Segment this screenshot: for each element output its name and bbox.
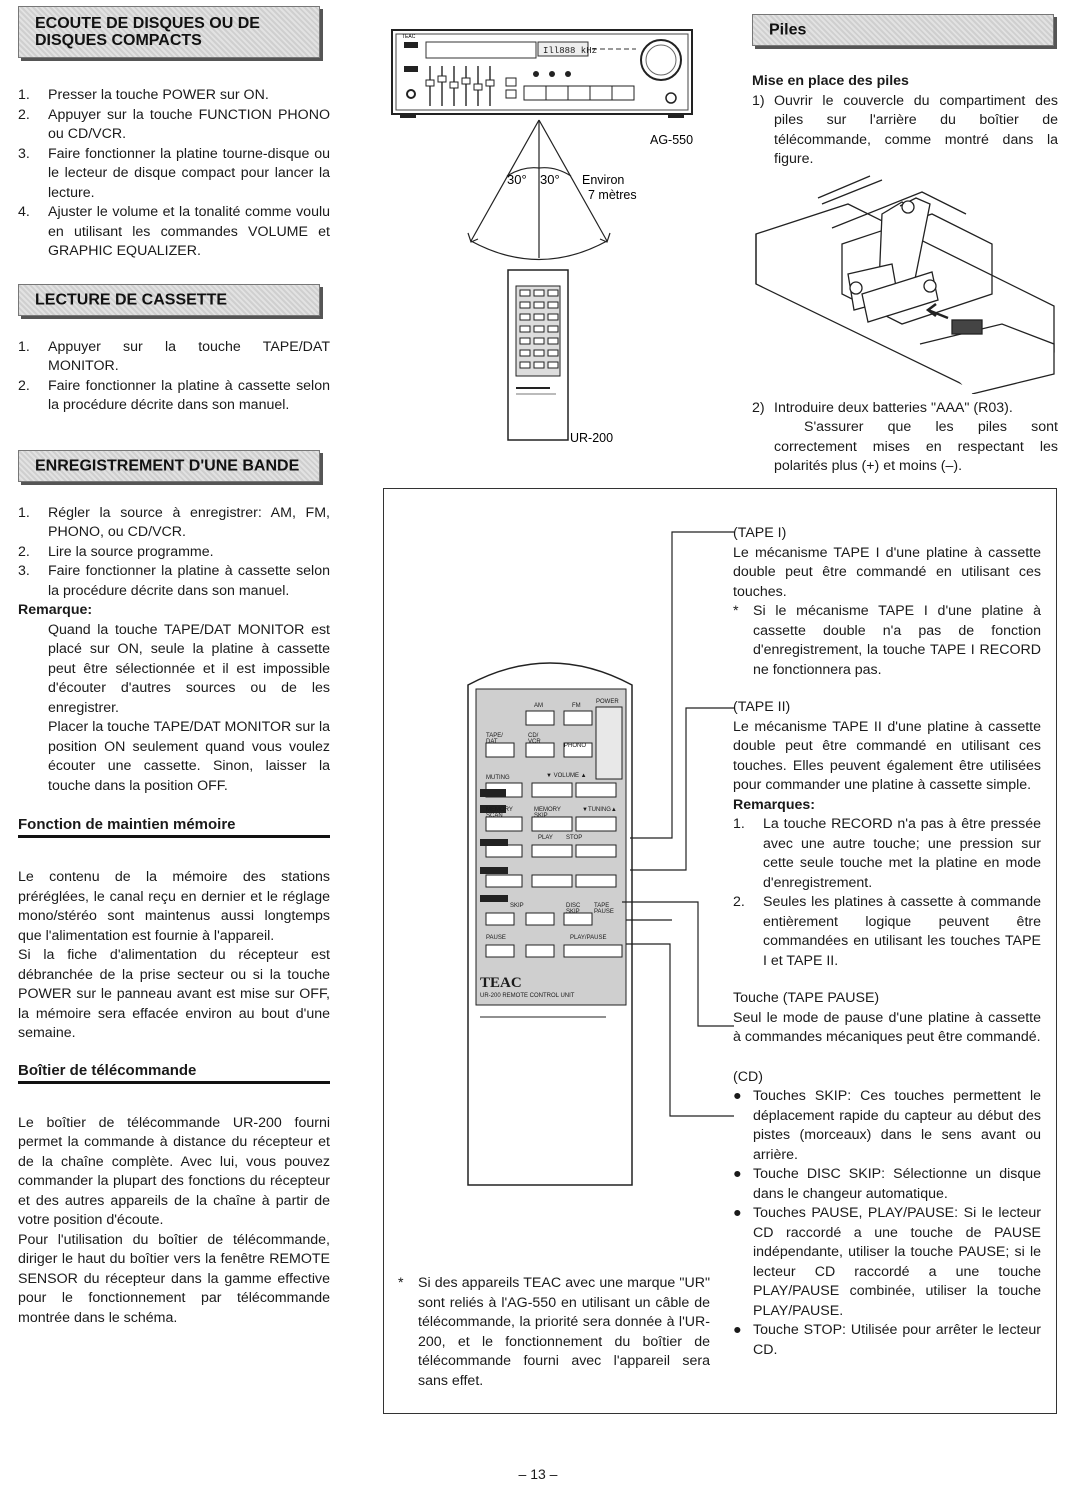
step-text xyxy=(774,399,1058,477)
step-item xyxy=(18,203,330,262)
step-item xyxy=(18,377,330,416)
section-title: ENREGISTREMENT D'UNE BANDE xyxy=(35,457,300,474)
callouts-column xyxy=(733,524,1041,1360)
angle-right: 30° xyxy=(540,172,560,187)
bullet-icon: ● xyxy=(733,1088,742,1104)
memoire-p2: Si la fiche d'alimentation du récepteur est débranchée de la prise secteur ou si la touche POWER sur le panneau avant est mise sur OFF, la mémoire sera effacée environ au bout d'une semaine. xyxy=(18,947,330,1041)
remote-btn-stop: STOP xyxy=(566,835,583,841)
section-header-cassette xyxy=(18,284,320,316)
step-number: 3. xyxy=(18,563,30,579)
cd-bullet-item xyxy=(733,1087,1041,1165)
remote-brand: TEAC xyxy=(480,975,522,991)
section-title: LECTURE DE CASSETTE xyxy=(35,291,228,308)
remote-btn-volume: ▼ VOLUME ▲ xyxy=(546,773,587,779)
tape2-remark-2 xyxy=(733,893,1041,971)
bullet-icon: ● xyxy=(733,1205,742,1221)
cd-bullet-item xyxy=(733,1204,1041,1321)
remote-btn-play: PLAY xyxy=(538,835,553,841)
step-item xyxy=(18,562,330,601)
remote-btn-cd: CD/ VCR xyxy=(528,733,541,745)
small-remote-illustration xyxy=(508,270,568,440)
remote-btn-power: POWER xyxy=(596,699,619,705)
piles-step-2 xyxy=(752,399,1058,477)
tape2-heading: (TAPE II) xyxy=(733,699,791,715)
cd-bullet-list xyxy=(733,1087,1041,1360)
distance-label-2: 7 mètres xyxy=(588,188,637,202)
step-number: 4. xyxy=(18,204,30,220)
step-number: 1) xyxy=(752,92,765,109)
step-text: Faire fonctionner la platine à cassette selon la procédure décrite dans son manuel. xyxy=(48,563,330,599)
remarque-p2: Placer la touche TAPE/DAT MONITOR sur la position ON seulement quand vous voulez écouter une cassette. Sinon, laisser la touche dans la position OFF. xyxy=(48,719,330,794)
tape-pause-heading: Touche (TAPE PAUSE) xyxy=(733,990,880,1006)
section-title: ECOUTE DE DISQUES OU DE DISQUES COMPACTS xyxy=(35,15,260,49)
step-text: Appuyer sur la touche TAPE/DAT MONITOR. xyxy=(48,338,330,374)
remark-number: 2. xyxy=(733,894,745,910)
step-text: Régler la source à enregistrer: AM, FM, PHONO, ou CD/VCR. xyxy=(48,504,330,540)
note-star: * xyxy=(733,603,739,619)
model-label: AG-550 xyxy=(650,133,694,147)
remote-btn-pause: PAUSE xyxy=(486,935,506,941)
step-text: Lire la source programme. xyxy=(48,543,214,560)
remote-btn-record: RECORD xyxy=(486,847,513,853)
cd-bullet-item xyxy=(733,1165,1041,1204)
piles-subtitle: Mise en place des piles xyxy=(752,73,909,89)
remark-text: La touche RECORD n'a pas à être pressée avec une autre touche; une pression sur cette seule touche met la platine en mode d'enregistrement. xyxy=(763,816,1041,891)
section-header-ecoute xyxy=(18,6,320,58)
remote-btn-tape-pause: TAPE PAUSE xyxy=(594,903,614,915)
bullet-text: Touche DISC SKIP: Sélectionne un disque dans le changeur automatique. xyxy=(753,1166,1041,1202)
telecommande-p1: Le boîtier de télécommande UR-200 fourni permet la commande à distance du récepteur et de la chaîne complète. Avec lui, vous pouvez commander la plupart des fonctions du récepteur et des autres appareils de la chaîne à partir de votre position d'écoute. xyxy=(18,1114,330,1228)
step-number: 1. xyxy=(18,504,30,521)
remote-model-label: UR-200 xyxy=(570,431,614,445)
bullet-text: Touches PAUSE, PLAY/PAUSE: Si le lecteur CD raccordé a une touche de PAUSE indépendante, utiliser la touche PAUSE; si le lecteur CD raccordé a une touche PLAY/PAUSE combinée, utiliser la touche PLAY/PAUSE. xyxy=(753,1205,1041,1319)
remote-btn-am: AM xyxy=(534,703,543,709)
step-text: Ouvrir le couvercle du compartiment des piles sur l'arrière du boîtier de télécommande, comme montré dans la figure. xyxy=(774,92,1058,167)
battery-compartment-illustration xyxy=(752,174,1058,394)
remark-number: 1. xyxy=(733,816,745,832)
step-item xyxy=(18,338,330,377)
footnote-star: * xyxy=(398,1275,404,1291)
tape2-remarques: Remarques: xyxy=(733,796,816,813)
bullet-text: Touches SKIP: Ces touches permettent le déplacement rapide du capteur au début des pistes (morceaux) dans le sens avant ou arrière. xyxy=(753,1088,1041,1163)
ecoute-steps xyxy=(18,86,330,262)
step-item xyxy=(18,106,330,145)
step-number: 2) xyxy=(752,399,765,416)
step-number: 1. xyxy=(18,338,30,355)
tape2-text: Le mécanisme TAPE II d'une platine à cassette double peut être commandé en utilisant ces touches. Elles peuvent également être utilisées pour commander une platine à cassette simple. xyxy=(733,718,1041,793)
step-text: Faire fonctionner la platine à cassette selon la procédure décrite dans son manuel. xyxy=(48,377,330,413)
cd-heading: (CD) xyxy=(733,1068,763,1085)
remote-btn-phono: PHONO xyxy=(564,743,587,749)
receiver-display: Ill888 kHz xyxy=(543,46,598,56)
cassette-steps xyxy=(18,338,330,416)
remote-btn-tape: TAPE/ DAT xyxy=(486,733,503,745)
step-text: Faire fonctionner la platine tourne-disque ou le lecteur de disque compact pour lancer la lecture. xyxy=(48,145,330,201)
telecommande-heading: Boîtier de télécommande xyxy=(18,1062,330,1084)
piles-column xyxy=(752,14,1058,477)
left-column xyxy=(18,6,330,1328)
angle-left: 30° xyxy=(507,172,527,187)
tape1-text: Le mécanisme TAPE I d'une platine à cassette double peut être commandé en utilisant ces touches. xyxy=(733,544,1041,600)
remote-btn-playpause: PLAY/PAUSE xyxy=(570,935,607,941)
step-text-b: S'assurer que les piles sont correctement mises en respectant les polarités plus (+) et moins (–). xyxy=(774,419,1058,474)
remote-btn-tuning: ▼TUNING▲ xyxy=(582,807,617,813)
receiver-brand: TEAC xyxy=(402,34,416,40)
footnote xyxy=(398,1274,710,1391)
step-item xyxy=(18,145,330,204)
step-number: 2. xyxy=(18,543,30,560)
remote-model-line: UR-200 REMOTE CONTROL UNIT xyxy=(480,993,575,999)
tape2-remark-1 xyxy=(733,815,1041,893)
remote-btn-mem-skip: MEMORY SKIP xyxy=(534,807,561,819)
step-number: 3. xyxy=(18,145,30,162)
distance-label-1: Environ xyxy=(582,173,625,187)
piles-step-1 xyxy=(752,92,1058,170)
remark-text: Seules les platines à cassette à commande entièrement logique peuvent être commandées en utilisant les touches TAPE I et TAPE II. xyxy=(763,894,1041,969)
page-number: – 13 – xyxy=(518,1466,558,1482)
enregistrement-steps xyxy=(18,504,330,602)
remarque-label: Remarque: xyxy=(18,602,93,618)
bullet-icon: ● xyxy=(733,1322,742,1338)
bullet-icon: ● xyxy=(733,1166,742,1182)
memoire-p1: Le contenu de la mémoire des stations préréglées, le canal reçu en dernier et le réglage mono/stéréo sont maintenus aussi longtemps que l'alimentation est fournie à l'appareil. xyxy=(18,869,330,944)
remote-btn-fm: FM xyxy=(572,703,581,709)
step-text-a: Introduire deux batteries "AAA" (R03). xyxy=(774,399,1013,416)
step-number: 2. xyxy=(18,377,30,394)
tape1-note xyxy=(733,602,1041,680)
footnote-text: Si des appareils TEAC avec une marque "UR" sont reliés à l'AG-550 en utilisant un câble de télécommande, la priorité sera donnée à l'UR-200, et le fonctionnement du boîtier de télécommande fourni avec l'appareil sera sans effet. xyxy=(418,1275,710,1389)
step-item xyxy=(18,504,330,543)
step-item xyxy=(18,86,330,106)
step-number: 1. xyxy=(18,87,30,103)
section-header-enregistrement xyxy=(18,450,320,482)
remote-range-diagram xyxy=(370,18,710,458)
step-text: Presser la touche POWER sur ON. xyxy=(48,87,269,103)
step-text: Appuyer sur la touche FUNCTION PHONO ou CD/VCR. xyxy=(48,106,330,142)
remote-btn-disc-skip: DISC SKIP xyxy=(566,903,581,915)
remote-btn-muting: MUTING xyxy=(486,775,510,781)
cd-bullet-item xyxy=(733,1321,1041,1360)
section-title: Piles xyxy=(769,21,807,39)
section-header-piles xyxy=(752,14,1054,46)
note-text: Si le mécanisme TAPE I d'une platine à cassette double n'a pas de fonction d'enregistrement, la touche TAPE I RECORD ne fonctionnera pas. xyxy=(753,603,1041,678)
tape1-heading: (TAPE I) xyxy=(733,525,787,541)
callout-leaders xyxy=(600,520,740,1130)
telecommande-p2: Pour l'utilisation du boîtier de télécommande, diriger le haut du boîtier vers la fenêtre REMOTE SENSOR du récepteur dans la gamme effective pour le fonctionnement par télécommande montrée dans le schéma. xyxy=(18,1231,330,1326)
remarque-p1: Quand la touche TAPE/DAT MONITOR est placé sur ON, seule la platine à cassette peut être sélectionnée et il est impossible d'écouter d'autres sources ou de les enregistrer. xyxy=(48,621,330,716)
step-text: Ajuster le volume et la tonalité comme voulu en utilisant les commandes VOLUME et GRAPHIC EQUALIZER. xyxy=(48,204,330,259)
bullet-text: Touche STOP: Utilisée pour arrêter le lecteur CD. xyxy=(753,1322,1041,1358)
remote-btn-skip: SKIP xyxy=(510,903,524,909)
tape-pause-text: Seul le mode de pause d'une platine à cassette à commandes mécaniques peut être commandé. xyxy=(733,1009,1041,1045)
step-item xyxy=(18,543,330,563)
remote-btn-memory: MEMORY SCAN xyxy=(486,807,513,819)
memoire-heading: Fonction de maintien mémoire xyxy=(18,816,330,838)
step-number: 2. xyxy=(18,106,30,123)
receiver-illustration xyxy=(392,30,692,118)
